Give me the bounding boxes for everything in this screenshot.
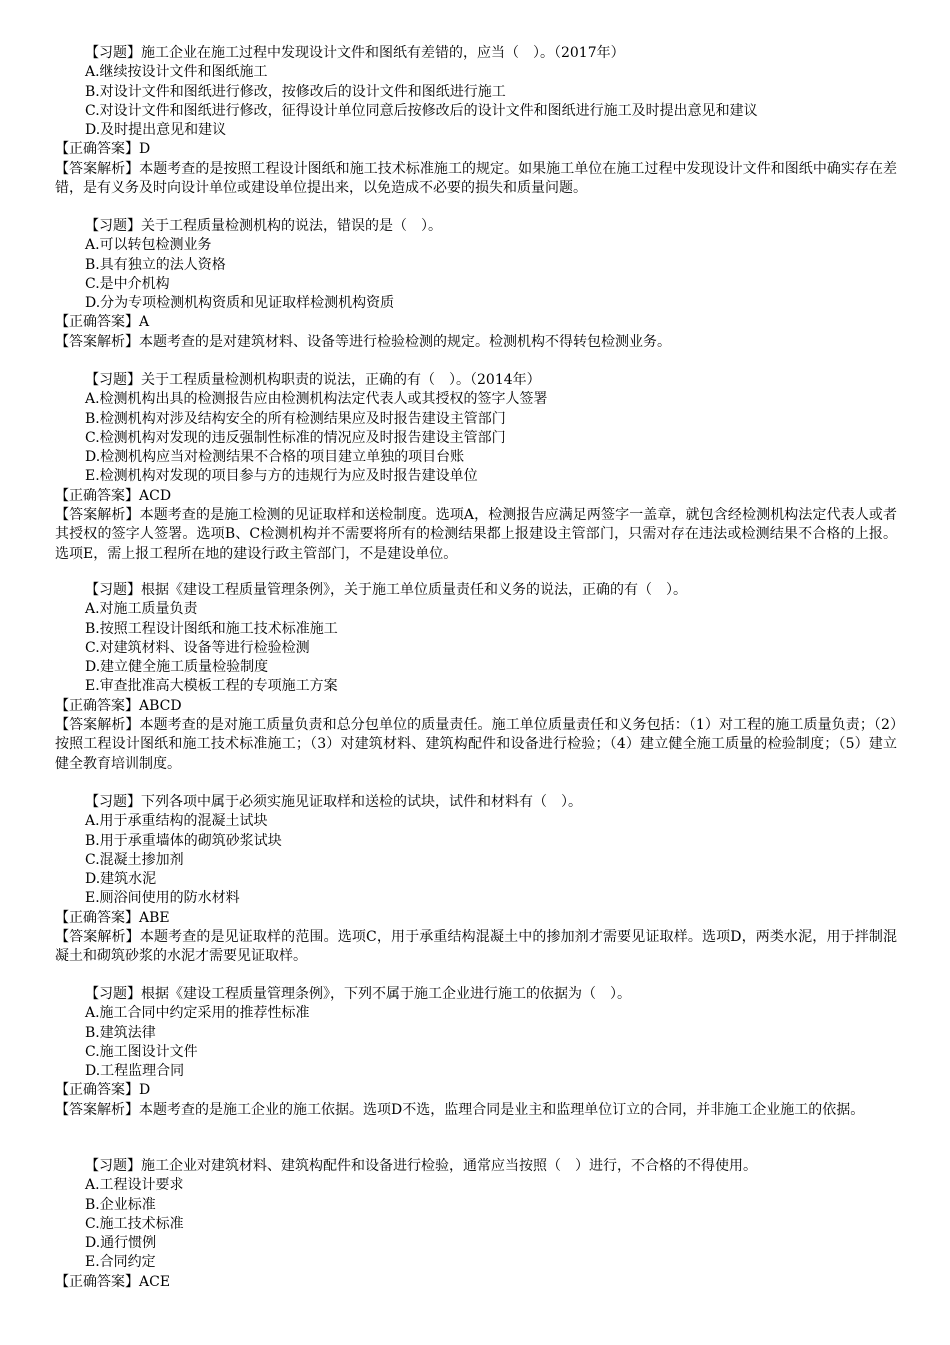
question-block-1	[55, 44, 897, 198]
option-b: B.用于承重墙体的砌筑砂浆试块	[85, 832, 282, 849]
correct-answer: 【正确答案】ABCD	[55, 697, 182, 714]
option-c: C.施工技术标准	[85, 1215, 184, 1232]
option-c: C.对设计文件和图纸进行修改，征得设计单位同意后按修改后的设计文件和图纸进行施工及时提出意见和建议	[85, 102, 758, 119]
question-block-4	[55, 581, 897, 774]
option-d: D.分为专项检测机构资质和见证取样检测机构资质	[85, 295, 395, 312]
option-a: A.工程设计要求	[85, 1177, 184, 1194]
option-c: C.施工图设计文件	[85, 1043, 198, 1060]
option-c: C.检测机构对发现的违反强制性标准的情况应及时报告建设主管部门	[85, 429, 506, 446]
answer-analysis: 【答案解析】本题考查的是见证取样的范围。选项C，用于承重结构混凝土中的掺加剂才需要见证取样。选项D，两类水泥，用于拌制混凝土和砌筑砂浆的水泥才需要见证取样。	[55, 929, 897, 965]
question-block-3	[55, 371, 897, 564]
option-d: D.建立健全施工质量检验制度	[85, 659, 269, 676]
question-block-6	[55, 985, 897, 1120]
option-e: E.检测机构对发现的项目参与方的违规行为应及时报告建设单位	[85, 468, 478, 485]
option-c: C.对建筑材料、设备等进行检验检测	[85, 639, 310, 656]
option-b: B.检测机构对涉及结构安全的所有检测结果应及时报告建设主管部门	[85, 410, 506, 427]
option-a: A.继续按设计文件和图纸施工	[85, 64, 268, 81]
answer-analysis: 【答案解析】本题考查的是施工企业的施工依据。选项D不选，监理合同是业主和监理单位订立的合同，并非施工企业施工的依据。	[55, 1101, 865, 1118]
option-b: B.对设计文件和图纸进行修改，按修改后的设计文件和图纸进行施工	[85, 83, 506, 100]
option-c: C.混凝土掺加剂	[85, 851, 184, 868]
option-c: C.是中介机构	[85, 275, 170, 292]
question-text: 【习题】关于工程质量检测机构的说法，错误的是（ ）。	[85, 218, 442, 234]
question-text: 【习题】施工企业对建筑材料、建筑构配件和设备进行检验，通常应当按照（ ）进行，不合格的不得使用。	[85, 1158, 757, 1174]
option-d: D.工程监理合同	[85, 1063, 185, 1080]
option-d: D.检测机构应当对检测结果不合格的项目建立单独的项目台账	[85, 449, 465, 466]
correct-answer: 【正确答案】ACD	[55, 487, 172, 504]
option-a: A.可以转包检测业务	[85, 237, 212, 254]
question-text: 【习题】下列各项中属于必须实施见证取样和送检的试块，试件和材料有（ ）。	[85, 794, 582, 810]
option-b: B.具有独立的法人资格	[85, 256, 226, 273]
question-text: 【习题】根据《建设工程质量管理条例》，下列不属于施工企业进行施工的依据为（ ）。	[85, 986, 631, 1002]
correct-answer: 【正确答案】D	[55, 1082, 151, 1099]
correct-answer: 【正确答案】ABE	[55, 909, 170, 926]
question-block-2	[55, 217, 897, 352]
answer-analysis: 【答案解析】本题考查的是施工检测的见证取样和送检制度。选项A，检测报告应满足两签字一盖章，就包含经检测机构法定代表人或者其授权的签字人签署。选项B、C检测机构并不需要将所有的检测结果都上报建设主管部门，只需对存在违法或检测结果不合格的上报。选项E，需上报工程所在地的建设行政主管部门，不是建设单位。	[55, 507, 897, 562]
option-a: A.用于承重结构的混凝土试块	[85, 813, 268, 830]
question-block-7	[55, 1157, 897, 1292]
option-a: A.检测机构出具的检测报告应由检测机构法定代表人或其授权的签字人签署	[85, 391, 548, 408]
option-b: B.建筑法律	[85, 1024, 156, 1041]
option-d: D.及时提出意见和建议	[85, 122, 227, 139]
correct-answer: 【正确答案】D	[55, 141, 151, 158]
answer-analysis: 【答案解析】本题考查的是对建筑材料、设备等进行检验检测的规定。检测机构不得转包检测业务。	[55, 333, 671, 350]
option-a: A.施工合同中约定采用的推荐性标准	[85, 1005, 310, 1022]
option-b: B.按照工程设计图纸和施工技术标准施工	[85, 620, 338, 637]
option-d: D.建筑水泥	[85, 871, 157, 888]
option-d: D.通行惯例	[85, 1235, 157, 1252]
option-b: B.企业标准	[85, 1196, 156, 1213]
option-e: E.审查批准高大模板工程的专项施工方案	[85, 678, 338, 695]
question-text: 【习题】根据《建设工程质量管理条例》，关于施工单位质量责任和义务的说法，正确的有（ ）。	[85, 582, 687, 598]
correct-answer: 【正确答案】ACE	[55, 1273, 171, 1290]
option-e: E.合同约定	[85, 1254, 156, 1271]
answer-analysis: 【答案解析】本题考查的是对施工质量负责和总分包单位的质量责任。施工单位质量责任和义务包括：（1）对工程的施工质量负责；（2）按照工程设计图纸和施工技术标准施工；（3）对建筑材料、建筑构配件和设备进行检验；（4）建立健全施工质量的检验制度；（5）建立健全教育培训制度。	[55, 717, 897, 772]
option-e: E.厕浴间使用的防水材料	[85, 890, 240, 907]
correct-answer: 【正确答案】A	[55, 314, 150, 331]
question-text: 【习题】关于工程质量检测机构职责的说法，正确的有（ ）。（2014年）	[85, 372, 541, 388]
question-block-5	[55, 793, 897, 967]
question-text: 【习题】施工企业在施工过程中发现设计文件和图纸有差错的，应当（ ）。（2017年）	[85, 45, 625, 61]
answer-analysis: 【答案解析】本题考查的是按照工程设计图纸和施工技术标准施工的规定。如果施工单位在施工过程中发现设计文件和图纸中确实存在差错，是有义务及时向设计单位或建设单位提出来，以免造成不必要的损失和质量问题。	[55, 160, 897, 197]
option-a: A.对施工质量负责	[85, 601, 198, 618]
